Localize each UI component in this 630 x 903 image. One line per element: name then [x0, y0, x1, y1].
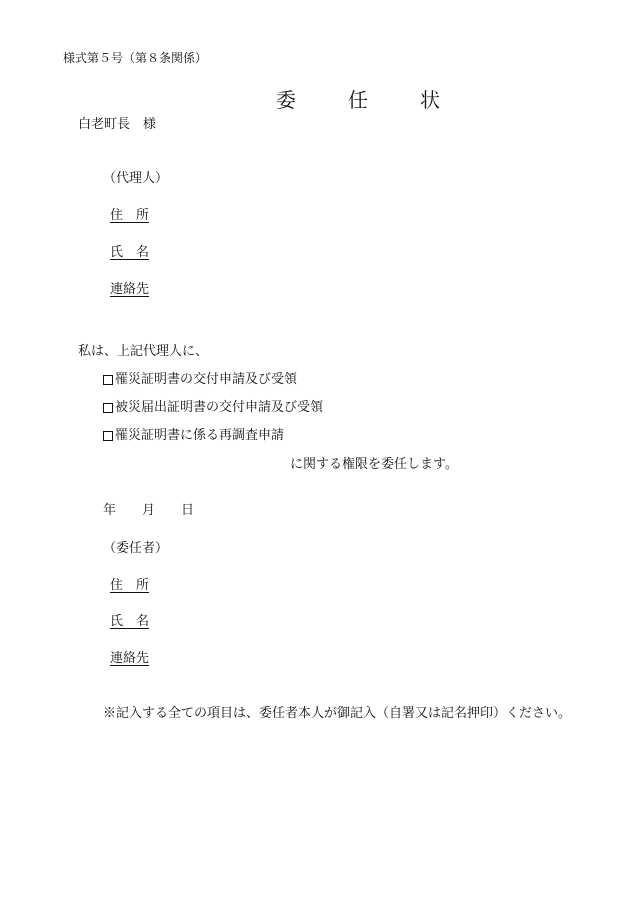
- note: ※記入する全ての項目は、委任者本人が御記入（自署又は記名押印）ください。: [103, 706, 572, 721]
- checkbox[interactable]: [103, 375, 113, 385]
- date-line: 年 月 日: [103, 503, 195, 518]
- option-row[interactable]: [103, 428, 284, 444]
- form-number: 様式第５号（第８条関係）: [63, 51, 208, 65]
- agent-contact-label: 連絡先: [110, 282, 150, 297]
- principal-contact-label: 連絡先: [110, 651, 150, 666]
- agent-heading: （代理人）: [103, 171, 169, 186]
- agent-address-label: 住 所: [110, 208, 150, 223]
- option-row[interactable]: [103, 372, 297, 388]
- option-label: 被災届出証明書の交付申請及び受領: [115, 400, 324, 415]
- body-intro: 私は、上記代理人に、: [78, 344, 209, 359]
- principal-heading: （委任者）: [103, 541, 169, 556]
- option-label: 罹災証明書に係る再調査申請: [115, 428, 285, 443]
- document-title: 委 任 状: [276, 88, 456, 112]
- body-closing: に関する権限を委任します。: [290, 457, 458, 472]
- principal-address-label: 住 所: [110, 578, 150, 593]
- agent-name-label: 氏 名: [110, 245, 150, 260]
- checkbox[interactable]: [103, 403, 113, 413]
- option-label: 罹災証明書の交付申請及び受領: [115, 372, 298, 387]
- option-row[interactable]: [103, 400, 323, 416]
- principal-name-label: 氏 名: [110, 614, 150, 629]
- addressee: 白老町長 様: [78, 117, 157, 132]
- checkbox[interactable]: [103, 431, 113, 441]
